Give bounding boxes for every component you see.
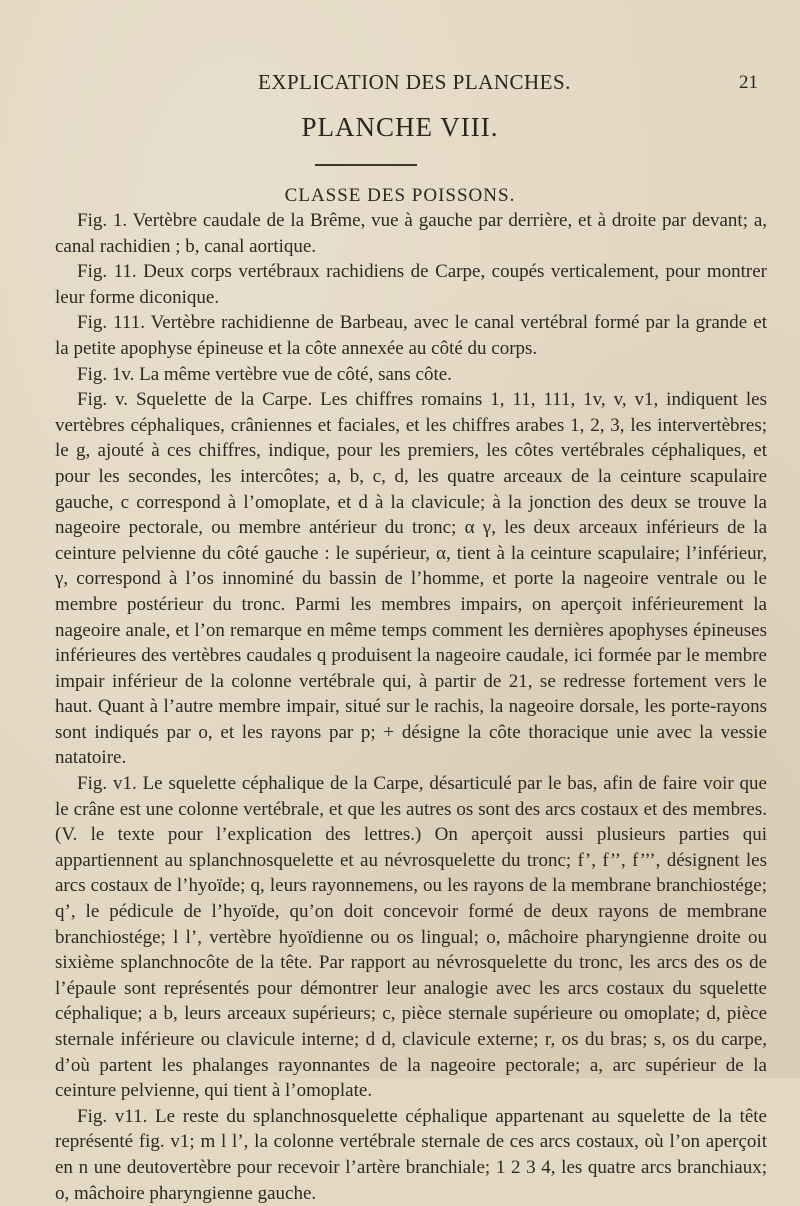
- title-rule: [315, 164, 417, 166]
- plate-explanation: [55, 208, 767, 1206]
- paragraph-fig-7: Fig. v11. Le reste du splanchnosquelette céphalique appartenant au squelette de la tête représenté fig. v1; m l l’, la colonne vertébrale sternale de ces arcs costaux, où l’on aperçoit en n une deutovertèbre pour recevoir l’artère branchiale; 1 2 3 4, les quatre arcs branchiaux; o, mâchoire pharyngienne gauche.: [55, 1105, 767, 1204]
- section-title: CLASSE DES POISSONS.: [284, 185, 516, 206]
- paragraph-fig-2: Fig. 11. Deux corps vertébraux rachidiens de Carpe, coupés verticalement, pour montrer leur forme diconique.: [55, 261, 767, 308]
- running-header: [258, 70, 758, 100]
- running-title: EXPLICATION DES PLANCHES.: [258, 70, 571, 94]
- page-number: 21: [739, 72, 758, 93]
- plate-title: PLANCHE VIII.: [301, 112, 499, 142]
- paragraph-fig-6: Fig. v1. Le squelette céphalique de la Carpe, désarticulé par le bas, afin de faire voir que le crâne est une colonne vertébrale, et que les autres os sont des arcs costaux et des membres. (V. le texte pour l’explication des lettres.) On aperçoit aussi plusieurs parties qui appartiennent au splanchnosquelette et au névrosquelette du tronc; f’, f’’, f’’’, désignent les arcs costaux de l’hyoïde; q, leurs rayonnemens, ou les rayons de la membrane branchiostége; q’, le pédicule de l’hyoïde, qu’on doit concevoir formé de deux rayons de membrane branchiostége; l l’, vertèbre hyoïdienne ou os lingual; o, mâchoire pharyngienne droite ou sixième splanchnocôte de la tête. Par rapport au névrosquelette du tronc, les arcs des os de l’épaule sont représentés pour démontrer leur analogie avec les arcs costaux du squelette céphalique; a b, leurs arceaux supérieurs; c, pièce sternale supérieure ou omoplate; d, pièce sternale inférieure ou clavicule interne; d d, clavicule externe; r, os du bras; s, os du carpe, d’où partent les phalanges rayonnantes de la nageoire pectorale; a, arc supérieur de la ceinture pelvienne, qui tient à l’omoplate.: [55, 773, 767, 1102]
- paragraph-fig-3: Fig. 111. Vertèbre rachidienne de Barbeau, avec le canal vertébral formé par la grande et la petite apophyse épineuse et la côte annexée au côté du corps.: [55, 312, 767, 359]
- paragraph-fig-5: Fig. v. Squelette de la Carpe. Les chiffres romains 1, 11, 111, 1v, v, v1, indiquent les vertèbres céphaliques, crâniennes et faciales, et les chiffres arabes 1, 2, 3, les intervertèbres; le g, ajouté à ces chiffres, indique, pour les premiers, les côtes vertébrales céphaliques, et pour les secondes, les intercôtes; a, b, c, d, les quatre arceaux de la ceinture scapulaire gauche, c correspond à l’omoplate, et d à la clavicule; à la jonction des deux se trouve la nageoire pectorale, ou membre antérieur du tronc; α γ, les deux arceaux inférieurs de la ceinture pelvienne du côté gauche : le supérieur, α, tient à la ceinture scapulaire; l’inférieur, γ, correspond à l’os innominé du bassin de l’homme, et porte la nageoire ventrale ou le membre postérieur du tronc. Parmi les membres impairs, on aperçoit inférieurement la nageoire anale, et l’on remarque en même temps comment les dernières apophyses épineuses inférieures des vertèbres caudales q produisent la nageoire caudale, ici formée par le membre impair inférieur de la colonne vertébrale qui, à partir de 21, se redresse fortement vers le haut. Quant à l’autre membre impair, situé sur le rachis, la nageoire dorsale, les porte-rayons sont indiqués par o, et les rayons par p; + désigne la côte thoracique unie avec la vessie natatoire.: [55, 389, 767, 769]
- paragraph-fig-4: Fig. 1v. La même vertèbre vue de côté, sans côte.: [77, 363, 452, 385]
- paragraph-fig-1: Fig. 1. Vertèbre caudale de la Brême, vue à gauche par derrière, et à droite par devant; a, canal rachidien ; b, canal aortique.: [55, 210, 767, 257]
